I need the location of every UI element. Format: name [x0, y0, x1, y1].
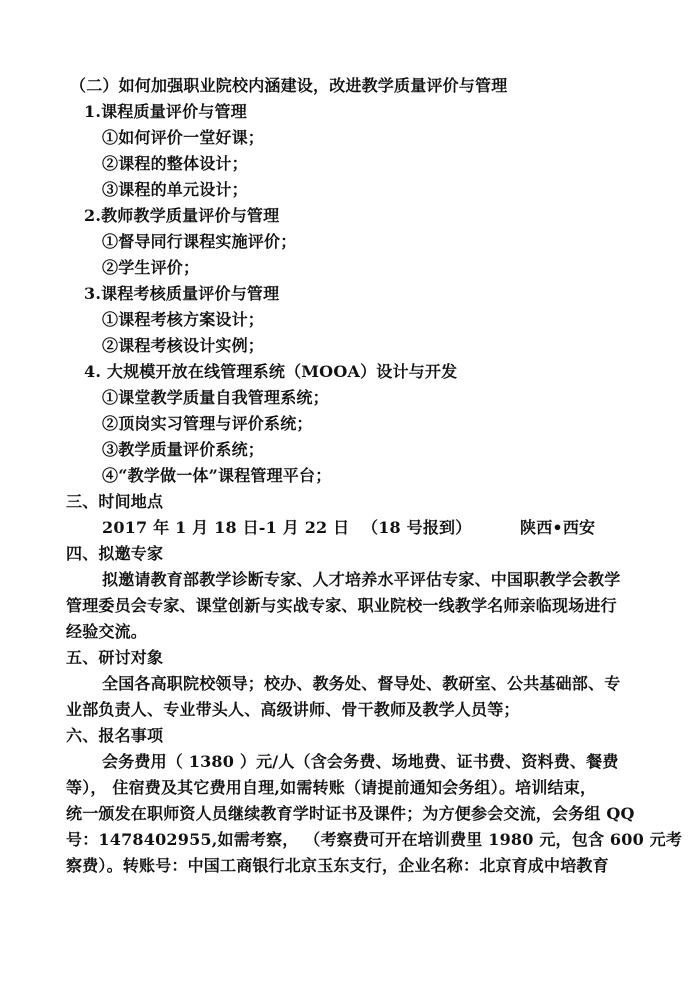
section-title: 四、拟邀专家	[66, 544, 164, 563]
list-item: ②顶岗实习管理与评价系统；	[102, 414, 313, 433]
section-title: 五、研讨对象	[66, 648, 164, 667]
paragraph-line: 管理委员会专家、课堂创新与实战专家、职业院校一线教学名师亲临现场进行	[66, 596, 617, 615]
list-item: ④“教学做一体”课程管理平台；	[102, 466, 332, 485]
paragraph-line: 察费）。转账号：中国工商银行北京玉东支行，企业名称：北京育成中培教育	[66, 856, 609, 875]
list-item: ②学生评价；	[102, 258, 200, 277]
list-item: ①如何评价一堂好课；	[102, 128, 265, 147]
group-title: 4. 大规模开放在线管理系统（MOOA）设计与开发	[84, 362, 458, 381]
paragraph-line: 等）， 住宿费及其它费用自理,如需转账（请提前通知会务组）。培训结束，	[66, 778, 597, 797]
section-heading: （二）如何加强职业院校内涵建设，改进教学质量评价与管理	[70, 76, 508, 95]
paragraph-line: 拟邀请教育部教学诊断专家、人才培养水平评估专家、中国职教学会教学	[102, 570, 621, 589]
section-title: 三、时间地点	[66, 492, 164, 511]
paragraph-line: 全国各高职院校领导；校办、教务处、督导处、教研室、公共基础部、专	[102, 674, 621, 693]
section-title: 六、报名事项	[66, 726, 164, 745]
event-place: 陕西•西安	[520, 518, 596, 537]
group-title: 3.课程考核质量评价与管理	[84, 284, 280, 303]
list-item: ③课程的单元设计；	[102, 180, 248, 199]
list-item: ③教学质量评价系统；	[102, 440, 265, 459]
event-date: 2017 年 1 月 18 日-1 月 22 日	[102, 518, 350, 537]
list-item: ②课程的整体设计；	[102, 154, 248, 173]
paragraph-line: 统一颁发在职师资人员继续教育学时证书及课件；为方便参会交流，会务组 QQ	[66, 804, 635, 823]
group-title: 2.教师教学质量评价与管理	[84, 206, 280, 225]
paragraph-line: 号：1478402955,如需考察， （考察费可开在培训费里 1980 元，包含 600 元考	[66, 830, 683, 849]
list-item: ②课程考核设计实例；	[102, 336, 265, 355]
paragraph-line: 业部负责人、专业带头人、高级讲师、骨干教师及教学人员等；	[66, 700, 520, 719]
list-item: ①课堂教学质量自我管理系统；	[102, 388, 329, 407]
report-date: （18 号报到）	[362, 518, 472, 537]
list-item: ①课程考核方案设计；	[102, 310, 265, 329]
paragraph-line: 会务费用（ 1380 ）元/人（含会务费、场地费、证书费、资料费、餐费	[102, 752, 619, 771]
group-title: 1.课程质量评价与管理	[84, 102, 247, 121]
list-item: ①督导同行课程实施评价；	[102, 232, 297, 251]
paragraph-line: 经验交流。	[66, 622, 148, 641]
